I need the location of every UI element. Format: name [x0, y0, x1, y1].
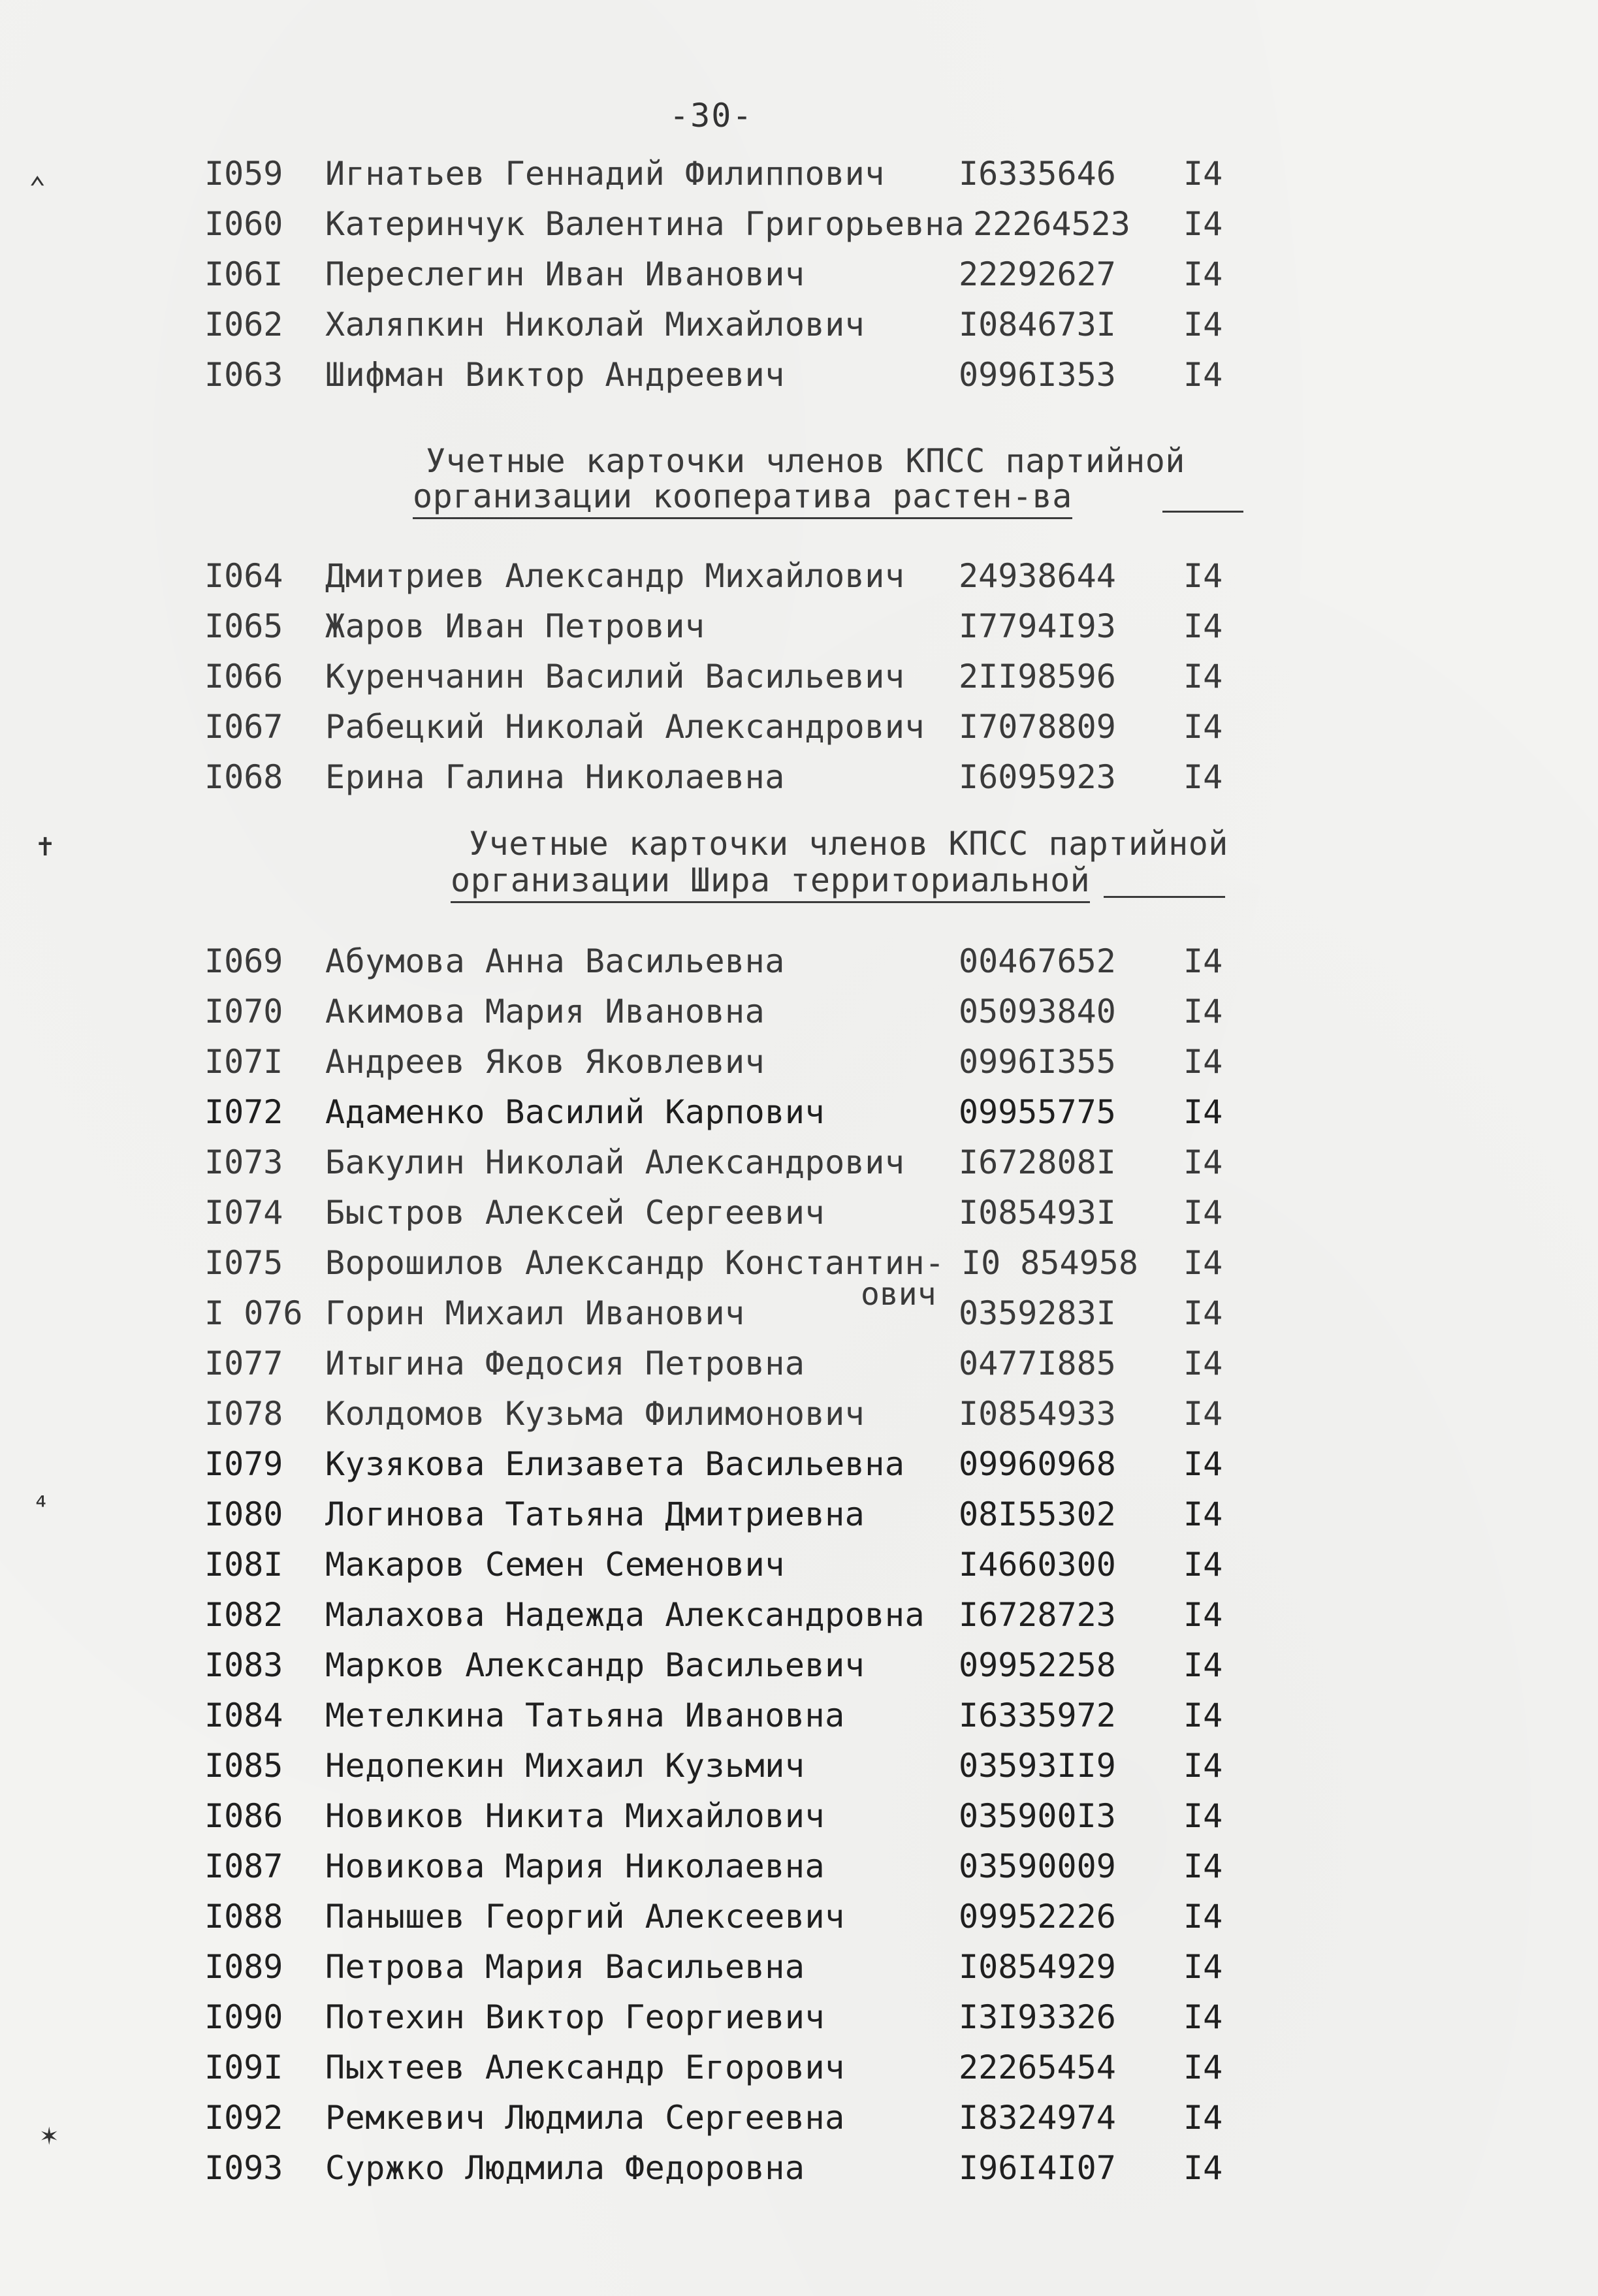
record-number: I093	[204, 2149, 283, 2187]
member-name: Ворошилов Александр Константин-	[325, 1244, 945, 1282]
member-name: Переслегин Иван Иванович	[325, 255, 805, 293]
code-value: I4	[1183, 1948, 1223, 1986]
member-name: Ерина Галина Николаевна	[325, 758, 785, 796]
code-value: I4	[1183, 942, 1223, 980]
code-value: I4	[1183, 1445, 1223, 1483]
card-number: 0477I885	[959, 1345, 1116, 1382]
member-name: Суржко Людмила Федоровна	[325, 2149, 805, 2187]
member-name: Макаров Семен Семенович	[325, 1546, 785, 1584]
record-number: I066	[204, 658, 283, 695]
card-number: 0996I355	[959, 1043, 1116, 1081]
code-value: I4	[1183, 1596, 1223, 1634]
member-name: Ремкевич Людмила Сергеевна	[325, 2099, 845, 2137]
code-value: I4	[1183, 1546, 1223, 1584]
record-number: I069	[204, 942, 283, 980]
code-value: I4	[1183, 658, 1223, 695]
card-number: 03590009	[959, 1847, 1116, 1885]
code-value: I4	[1183, 1747, 1223, 1785]
card-number: 24938644	[959, 557, 1116, 595]
member-name: Дмитриев Александр Михайлович	[325, 557, 905, 595]
member-name: Новиков Никита Михайлович	[325, 1797, 825, 1835]
code-value: I4	[1183, 1697, 1223, 1734]
card-number: 03593II9	[959, 1747, 1116, 1785]
member-name: Катеринчук Валентина Григорьевна	[325, 205, 965, 243]
card-number: 22264523	[973, 205, 1130, 243]
card-number: 08I55302	[959, 1495, 1116, 1533]
member-name: Рабецкий Николай Александрович	[325, 708, 925, 746]
record-number: I089	[204, 1948, 283, 1986]
member-name: Метелкина Татьяна Ивановна	[325, 1697, 845, 1734]
record-number: I062	[204, 306, 283, 343]
member-name: Андреев Яков Яковлевич	[325, 1043, 765, 1081]
code-value: I4	[1183, 993, 1223, 1030]
code-value: I4	[1183, 1043, 1223, 1081]
code-value: I4	[1183, 356, 1223, 394]
card-number: I0 854958	[961, 1244, 1138, 1282]
member-name-suffix: ович	[861, 1276, 936, 1313]
member-name: Халяпкин Николай Михайлович	[325, 306, 865, 343]
card-number: 0359283I	[959, 1294, 1116, 1332]
card-number: 00467652	[959, 942, 1116, 980]
record-number: I08I	[204, 1546, 283, 1584]
section-heading-line2: организации Шира территориальной	[451, 861, 1090, 903]
card-number: I672808I	[959, 1143, 1116, 1181]
code-value: I4	[1183, 1093, 1223, 1131]
member-name: Колдомов Кузьма Филимонович	[325, 1395, 865, 1433]
card-number: 035900I3	[959, 1797, 1116, 1835]
record-number: I09I	[204, 2049, 283, 2086]
record-number: I078	[204, 1395, 283, 1433]
record-number: I068	[204, 758, 283, 796]
member-name: Бакулин Николай Александрович	[325, 1143, 905, 1181]
record-number: I06I	[204, 255, 283, 293]
punch-mark-icon: ✝	[37, 829, 54, 863]
card-number: 0996I353	[959, 356, 1116, 394]
record-number: I079	[204, 1445, 283, 1483]
card-number: 05093840	[959, 993, 1116, 1030]
code-value: I4	[1183, 1998, 1223, 2036]
card-number: 09952226	[959, 1898, 1116, 1936]
member-name: Акимова Мария Ивановна	[325, 993, 765, 1030]
code-value: I4	[1183, 758, 1223, 796]
record-number: I063	[204, 356, 283, 394]
card-number: 22292627	[959, 255, 1116, 293]
record-number: I086	[204, 1797, 283, 1835]
record-number: I088	[204, 1898, 283, 1936]
record-number: I067	[204, 708, 283, 746]
card-number: I6335646	[959, 155, 1116, 193]
record-number: I073	[204, 1143, 283, 1181]
code-value: I4	[1183, 1395, 1223, 1433]
code-value: I4	[1183, 1847, 1223, 1885]
section-heading-line1: Учетные карточки членов КПСС партийной	[426, 442, 1185, 480]
member-name: Петрова Мария Васильевна	[325, 1948, 805, 1986]
record-number: I092	[204, 2099, 283, 2137]
member-name: Новикова Мария Николаевна	[325, 1847, 825, 1885]
card-number: I4660300	[959, 1546, 1116, 1584]
code-value: I4	[1183, 255, 1223, 293]
card-number: 2II98596	[959, 658, 1116, 695]
code-value: I4	[1183, 1898, 1223, 1936]
card-number: I96I4I07	[959, 2149, 1116, 2187]
member-name: Жаров Иван Петрович	[325, 607, 705, 645]
record-number: I087	[204, 1847, 283, 1885]
member-name: Быстров Алексей Сергеевич	[325, 1194, 825, 1232]
underline-rule	[1162, 511, 1243, 513]
record-number: I070	[204, 993, 283, 1030]
code-value: I4	[1183, 2049, 1223, 2086]
member-name: Кузякова Елизавета Васильевна	[325, 1445, 905, 1483]
member-name: Недопекин Михаил Кузьмич	[325, 1747, 805, 1785]
punch-mark-icon: ⌃	[29, 171, 46, 204]
code-value: I4	[1183, 205, 1223, 243]
card-number: I3I93326	[959, 1998, 1116, 2036]
code-value: I4	[1183, 1646, 1223, 1684]
card-number: I0854933	[959, 1395, 1116, 1433]
card-number: I7078809	[959, 708, 1116, 746]
member-name: Адаменко Василий Карпович	[325, 1093, 825, 1131]
section-heading-line1: Учетные карточки членов КПСС партийной	[469, 825, 1228, 863]
card-number: I6335972	[959, 1697, 1116, 1734]
punch-mark-icon: ⁴	[33, 1490, 50, 1523]
member-name: Логинова Татьяна Дмитриевна	[325, 1495, 865, 1533]
code-value: I4	[1183, 1345, 1223, 1382]
code-value: I4	[1183, 306, 1223, 343]
code-value: I4	[1183, 1294, 1223, 1332]
member-name: Куренчанин Василий Васильевич	[325, 658, 905, 695]
code-value: I4	[1183, 607, 1223, 645]
code-value: I4	[1183, 1797, 1223, 1835]
record-number: I065	[204, 607, 283, 645]
record-number: I072	[204, 1093, 283, 1131]
punch-mark-icon: ✶	[40, 2118, 58, 2152]
record-number: I083	[204, 1646, 283, 1684]
code-value: I4	[1183, 155, 1223, 193]
member-name: Итыгина Федосия Петровна	[325, 1345, 805, 1382]
record-number: I077	[204, 1345, 283, 1382]
card-number: I7794I93	[959, 607, 1116, 645]
card-number: I084673I	[959, 306, 1116, 343]
member-name: Панышев Георгий Алексеевич	[325, 1898, 845, 1936]
record-number: I064	[204, 557, 283, 595]
record-number: I 076	[204, 1294, 303, 1332]
record-number: I075	[204, 1244, 283, 1282]
card-number: 09955775	[959, 1093, 1116, 1131]
record-number: I059	[204, 155, 283, 193]
record-number: I090	[204, 1998, 283, 2036]
card-number: I0854929	[959, 1948, 1116, 1986]
member-name: Шифман Виктор Андреевич	[325, 356, 785, 394]
code-value: I4	[1183, 708, 1223, 746]
record-number: I07I	[204, 1043, 283, 1081]
card-number: I085493I	[959, 1194, 1116, 1232]
member-name: Пыхтеев Александр Егорович	[325, 2049, 845, 2086]
section-heading-line2: организации кооператива растен-ва	[413, 477, 1072, 519]
member-name: Марков Александр Васильевич	[325, 1646, 865, 1684]
card-number: 09952258	[959, 1646, 1116, 1684]
code-value: I4	[1183, 2149, 1223, 2187]
record-number: I082	[204, 1596, 283, 1634]
code-value: I4	[1183, 2099, 1223, 2137]
card-number: I6095923	[959, 758, 1116, 796]
code-value: I4	[1183, 557, 1223, 595]
card-number: 09960968	[959, 1445, 1116, 1483]
record-number: I074	[204, 1194, 283, 1232]
code-value: I4	[1183, 1194, 1223, 1232]
code-value: I4	[1183, 1495, 1223, 1533]
member-name: Малахова Надежда Александровна	[325, 1596, 925, 1634]
record-number: I060	[204, 205, 283, 243]
card-number: I6728723	[959, 1596, 1116, 1634]
member-name: Горин Михаил Иванович	[325, 1294, 745, 1332]
member-name: Потехин Виктор Георгиевич	[325, 1998, 825, 2036]
member-name: Игнатьев Геннадий Филиппович	[325, 155, 885, 193]
underline-rule	[1104, 896, 1225, 898]
record-number: I084	[204, 1697, 283, 1734]
record-number: I080	[204, 1495, 283, 1533]
member-name: Абумова Анна Васильевна	[325, 942, 785, 980]
record-number: I085	[204, 1747, 283, 1785]
card-number: I8324974	[959, 2099, 1116, 2137]
code-value: I4	[1183, 1143, 1223, 1181]
page-number: -30-	[669, 97, 754, 135]
card-number: 22265454	[959, 2049, 1116, 2086]
code-value: I4	[1183, 1244, 1223, 1282]
